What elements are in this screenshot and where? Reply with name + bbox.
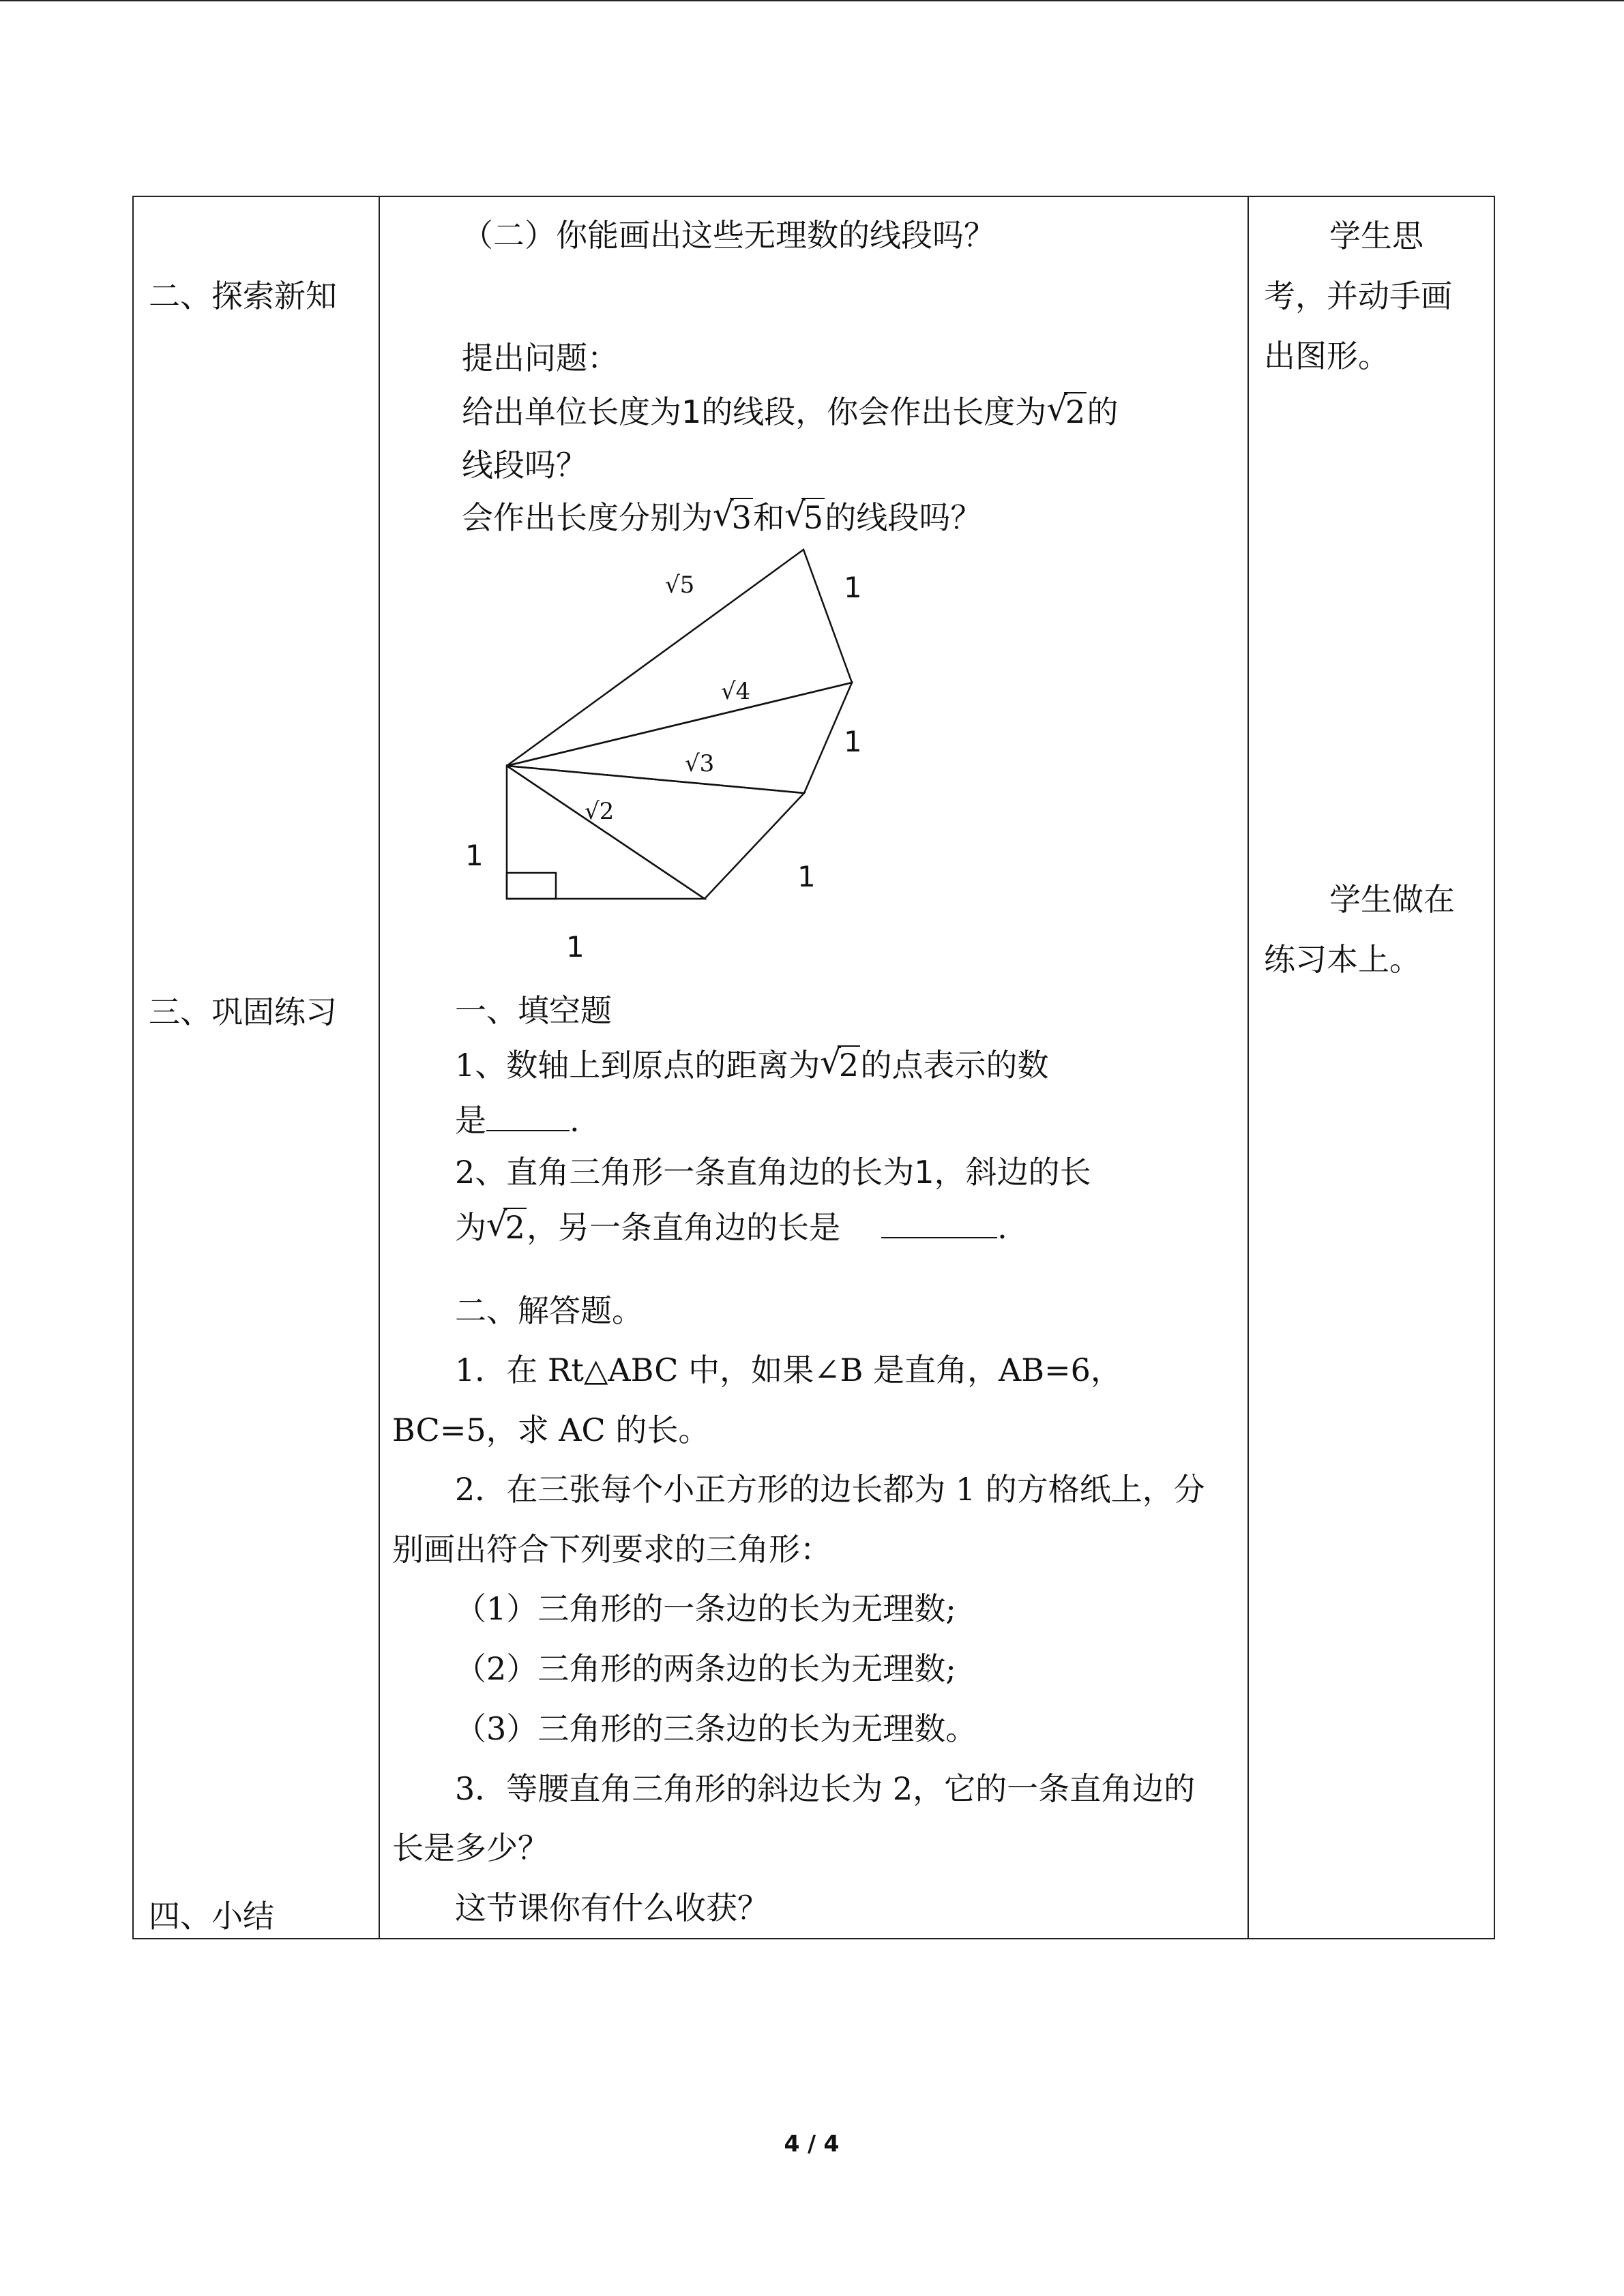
fill-1-line-2 xyxy=(455,1099,580,1141)
f1-sqrt xyxy=(820,1045,860,1086)
sqrt-spiral-diagram xyxy=(380,197,1247,981)
f1-root: 2 xyxy=(838,1045,861,1084)
page-number: 4 / 4 xyxy=(784,2130,840,2157)
label-side-top: 1 xyxy=(844,571,862,604)
problem-1-line-2: BC=5，求 AC 的长。 xyxy=(392,1412,710,1448)
fill-heading: 一、填空题 xyxy=(455,992,612,1029)
question-label: 提出问题： xyxy=(462,340,619,376)
q1-middle: 的线段，你会作出长度为 xyxy=(701,393,1047,430)
stage-column xyxy=(133,196,379,1939)
problem-3-line-2: 长是多少？ xyxy=(392,1830,549,1866)
q2-suffix: 的线段吗？ xyxy=(825,499,982,536)
activity-column xyxy=(1248,196,1494,1939)
activity-1-line-3: 出图形。 xyxy=(1264,338,1389,374)
f2-prefix: 2、直角三角形一条直角边的长为 xyxy=(455,1154,915,1191)
problem-2-line-1: 2．在三张每个小正方形的边长都为 1 的方格纸上，分 xyxy=(455,1471,1205,1508)
triangle-2 xyxy=(507,766,804,899)
fill-1-line-1 xyxy=(455,1045,1048,1086)
f1-suffix: 的点表示的数 xyxy=(860,1047,1049,1084)
activity-2-line-2: 练习本上。 xyxy=(1264,941,1421,978)
right-angle-mark xyxy=(507,873,556,899)
q2-root-a: 3 xyxy=(730,498,753,536)
problem-2-item-2: （2）三角形的两条边的长为无理数; xyxy=(455,1650,956,1687)
activity-1-line-1: 学生思 xyxy=(1329,218,1423,254)
question-1-line-2: 线段吗？ xyxy=(462,447,587,483)
label-side-left: 1 xyxy=(465,839,484,872)
f2-line2-suffix: . xyxy=(997,1209,1007,1246)
content-column xyxy=(379,196,1248,1939)
label-sqrt4: √4 xyxy=(721,678,751,705)
problem-2-item-1: （1）三角形的一条边的长为无理数; xyxy=(455,1590,956,1627)
f1-prefix: 1、数轴上到原点的距离为 xyxy=(455,1047,821,1084)
problem-3-line-1: 3．等腰直角三角形的斜边长为 2，它的一条直角边的 xyxy=(455,1770,1196,1807)
q1-unit: 1 xyxy=(681,393,702,430)
lesson-table xyxy=(132,196,1495,1939)
f1-line2-prefix: 是 xyxy=(455,1102,486,1139)
q2-prefix: 会作出长度分别为 xyxy=(462,499,713,536)
problem-2-line-2: 别画出符合下列要求的三角形： xyxy=(392,1531,831,1568)
activity-2-line-1: 学生做在 xyxy=(1329,881,1455,918)
f2-suffix: ，斜边的长 xyxy=(934,1154,1091,1191)
explore-heading: （二）你能画出这些无理数的线段吗？ xyxy=(462,217,995,254)
fill-1-blank xyxy=(486,1099,570,1131)
stage-practice: 三、巩固练习 xyxy=(149,994,337,1030)
f2-line2-middle: ，另一条直角边的长是 xyxy=(527,1209,841,1246)
f2-root: 2 xyxy=(503,1208,527,1246)
fill-2-blank xyxy=(881,1206,997,1238)
label-sqrt5: √5 xyxy=(665,571,695,599)
q1-root: 2 xyxy=(1064,392,1087,430)
solve-heading: 二、解答题。 xyxy=(455,1292,643,1329)
activity-1-line-2: 考，并动手画 xyxy=(1264,278,1452,314)
summary-question: 这节课你有什么收获？ xyxy=(455,1890,769,1926)
f2-line2-prefix: 为 xyxy=(455,1209,486,1246)
label-sqrt2: √2 xyxy=(585,798,615,825)
stage-summary: 四、小结 xyxy=(149,1898,274,1935)
problem-1-line-1: 1．在 Rt△ABC 中，如果∠B 是直角，AB=6， xyxy=(455,1352,1122,1388)
f2-unit: 1 xyxy=(914,1154,934,1191)
f1-line2-suffix: . xyxy=(570,1102,580,1139)
q2-middle: 和 xyxy=(753,499,785,536)
label-sqrt3: √3 xyxy=(685,750,715,777)
fill-2-line-2 xyxy=(455,1206,1007,1248)
q1-prefix: 给出单位长度为 xyxy=(462,393,681,430)
q2-root-b: 5 xyxy=(801,498,825,536)
triangle-3 xyxy=(507,683,852,793)
fill-2-line-1 xyxy=(455,1152,1091,1193)
problem-2-item-3: （3）三角形的三条边的长为无理数。 xyxy=(455,1710,977,1747)
label-side-mid: 1 xyxy=(844,725,862,758)
stage-explore: 二、探索新知 xyxy=(149,278,337,314)
f2-sqrt xyxy=(486,1207,527,1248)
label-side-bottom: 1 xyxy=(566,930,585,964)
label-side-lower: 1 xyxy=(797,860,816,893)
q1-suffix: 的 xyxy=(1087,393,1119,430)
